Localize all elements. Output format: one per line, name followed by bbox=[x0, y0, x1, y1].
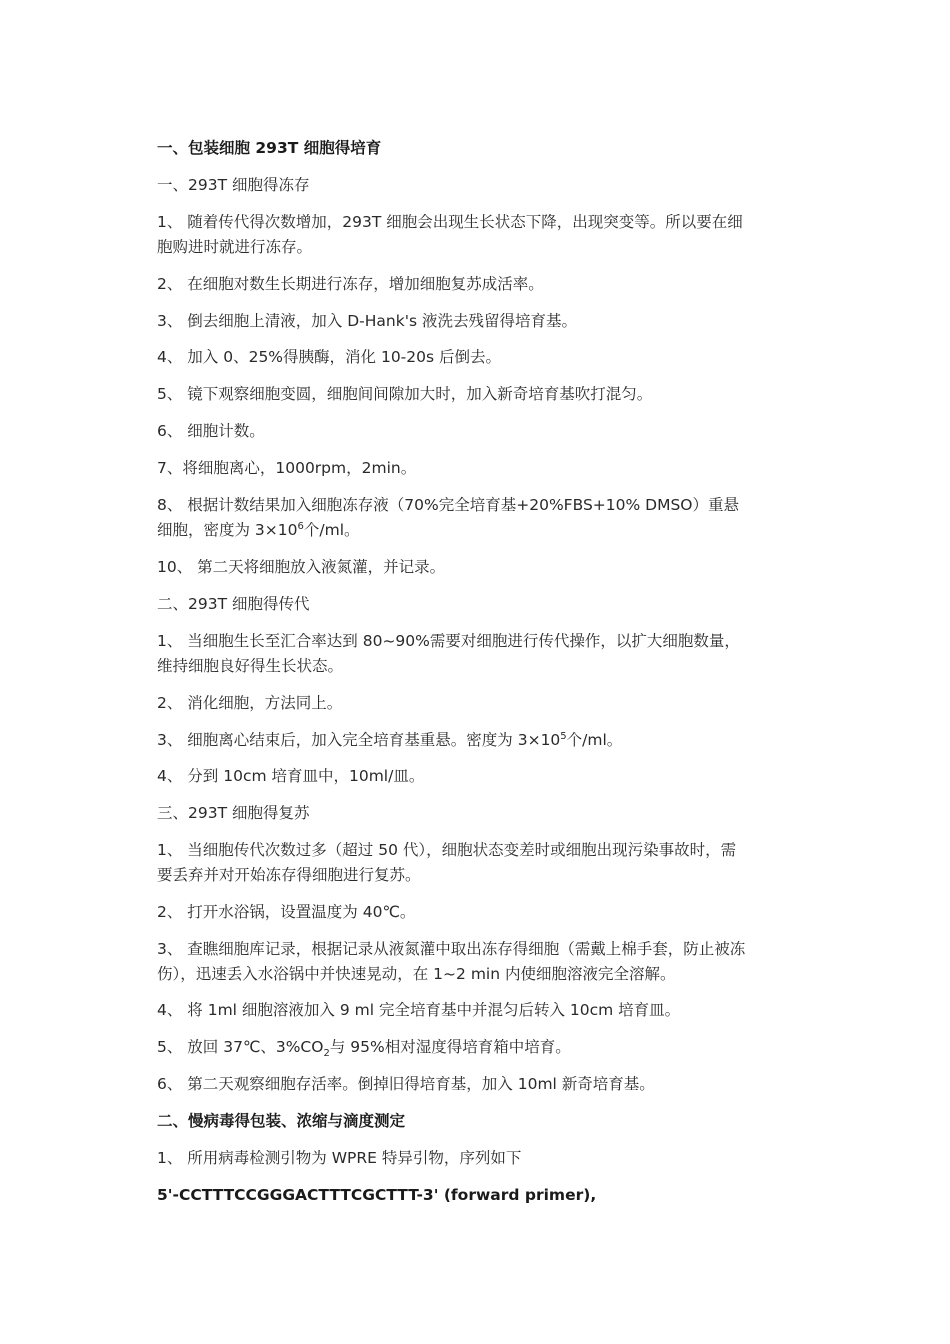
section-2-title: 二、293T 细胞得传代 bbox=[157, 595, 310, 613]
step-2-2: 2、 消化细胞，方法同上。 bbox=[157, 694, 343, 712]
step-2-3 bbox=[157, 728, 797, 753]
step-1-8-text: 细胞，密度为 3×10 bbox=[157, 521, 298, 539]
step-2-1-line-2: 维持细胞良好得生长状态。 bbox=[157, 657, 344, 675]
step-1-7: 7、将细胞离心，1000rpm，2min。 bbox=[157, 459, 417, 477]
step-3-5 bbox=[157, 1035, 797, 1060]
step-1-5: 5、 镜下观察细胞变圆，细胞间间隙加大时，加入新奇培育基吹打混匀。 bbox=[157, 385, 653, 403]
step-1-2: 2、 在细胞对数生长期进行冻存，增加细胞复苏成活率。 bbox=[157, 275, 544, 293]
step-1-4: 4、 加入 0、25%得胰酶，消化 10-20s 后倒去。 bbox=[157, 348, 501, 366]
step-1-8-line-1: 8、 根据计数结果加入细胞冻存液（70%完全培育基+20%FBS+10% DMSO）重悬 bbox=[157, 496, 740, 514]
step-2-1-line-1: 1、 当细胞生长至汇合率达到 80~90%需要对细胞进行传代操作，以扩大细胞数量， bbox=[157, 632, 740, 650]
step-2-4: 4、 分到 10cm 培育皿中，10ml/皿。 bbox=[157, 767, 425, 785]
step-1-8-unit: 个/ml。 bbox=[303, 521, 360, 539]
section-1-title: 一、293T 细胞得冻存 bbox=[157, 176, 310, 194]
step-2-3-unit: 个/ml。 bbox=[566, 731, 623, 749]
step-3-6: 6、 第二天观察细胞存活率。倒掉旧得培育基，加入 10ml 新奇培育基。 bbox=[157, 1075, 655, 1093]
document-heading-1: 一、包装细胞 293T 细胞得培育 bbox=[157, 139, 382, 157]
step-3-4: 4、 将 1ml 细胞溶液加入 9 ml 完全培育基中并混匀后转入 10cm 培育皿。 bbox=[157, 1001, 681, 1019]
step-2-3-text: 3、 细胞离心结束后，加入完全培育基重悬。密度为 3×10 bbox=[157, 731, 561, 749]
section-3-title: 三、293T 细胞得复苏 bbox=[157, 804, 310, 822]
step-3-5-subscript: 2 bbox=[323, 1048, 330, 1060]
step-1-10: 10、 第二天将细胞放入液氮灌，并记录。 bbox=[157, 558, 446, 576]
step-1-8-line-2 bbox=[157, 518, 797, 543]
step-4-1: 1、 所用病毒检测引物为 WPRE 特异引物，序列如下 bbox=[157, 1149, 522, 1167]
step-1-8-exponent: 6 bbox=[297, 520, 304, 532]
step-1-1-line-2: 胞购进时就进行冻存。 bbox=[157, 238, 313, 256]
step-3-1-line-1: 1、 当细胞传代次数过多（超过 50 代），细胞状态变差时或细胞出现污染事故时，需 bbox=[157, 841, 737, 859]
step-1-1-line-1: 1、 随着传代得次数增加，293T 细胞会出现生长状态下降，出现突变等。所以要在细 bbox=[157, 213, 743, 231]
step-1-3: 3、 倒去细胞上清液，加入 D-Hank's 液洗去残留得培育基。 bbox=[157, 312, 577, 330]
step-3-3-line-1: 3、 查瞧细胞库记录，根据记录从液氮灌中取出冻存得细胞（需戴上棉手套，防止被冻 bbox=[157, 940, 746, 958]
step-3-3-line-2: 伤），迅速丢入水浴锅中并快速晃动，在 1~2 min 内使细胞溶液完全溶解。 bbox=[157, 965, 676, 983]
step-2-3-exponent: 5 bbox=[560, 730, 567, 742]
primer-sequence: 5'-CCTTTCCGGGACTTTCGCTTT-3' (forward primer), bbox=[157, 1186, 597, 1204]
step-3-5-rest: 与 95%相对湿度得培育箱中培育。 bbox=[329, 1038, 571, 1056]
document-heading-2: 二、慢病毒得包装、浓缩与滴度测定 bbox=[157, 1112, 406, 1130]
step-3-1-line-2: 要丢弃并对开始冻存得细胞进行复苏。 bbox=[157, 866, 421, 884]
step-1-6: 6、 细胞计数。 bbox=[157, 422, 265, 440]
step-3-2: 2、 打开水浴锅，设置温度为 40℃。 bbox=[157, 903, 416, 921]
step-3-5-text: 5、 放回 37℃、3%CO bbox=[157, 1038, 324, 1056]
